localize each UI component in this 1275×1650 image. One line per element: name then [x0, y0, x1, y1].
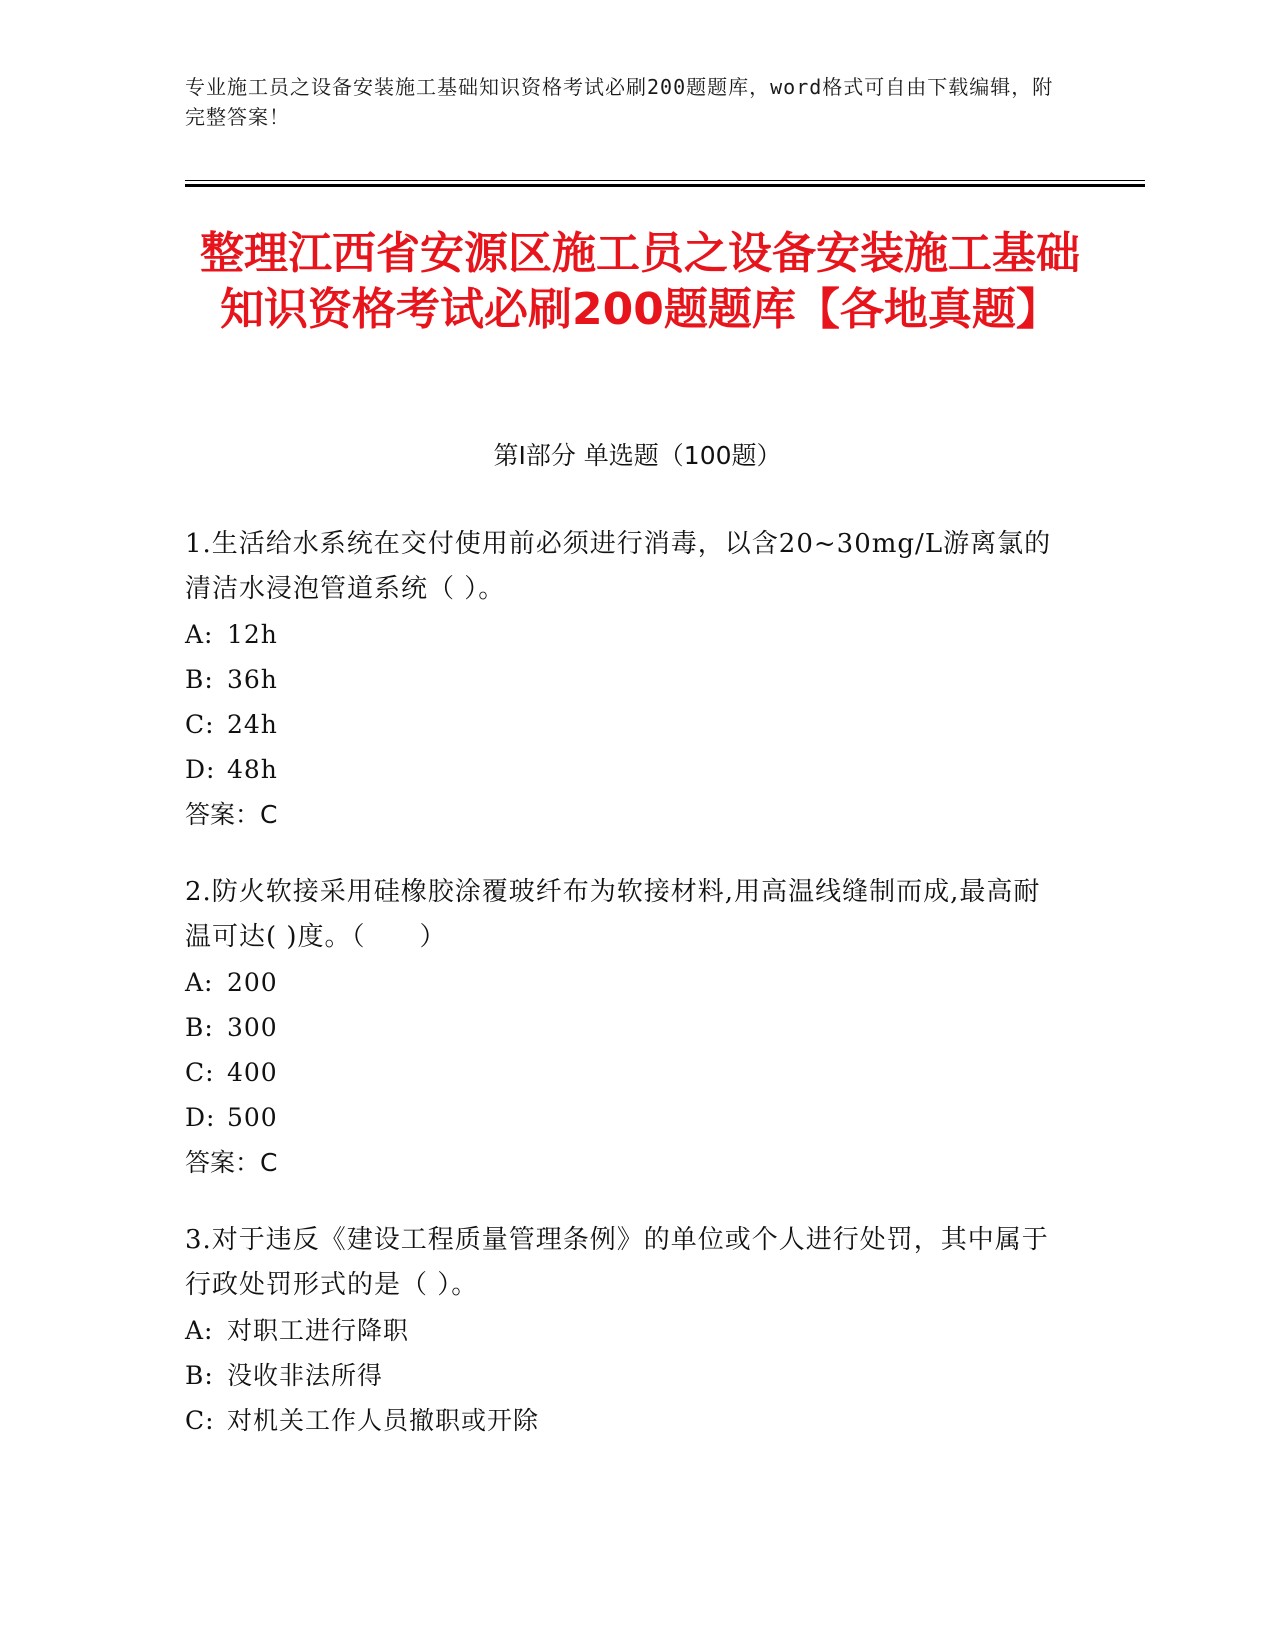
option-c — [185, 1398, 1065, 1443]
option-d — [185, 747, 1065, 792]
question-stem: 1.生活给水系统在交付使用前必须进行消毒，以含20~30mg/L游离氯的清洁水浸泡管道系统（ ）。 — [185, 529, 1052, 604]
option-key: B: — [185, 665, 214, 694]
option-b — [185, 1353, 1065, 1398]
option-d — [185, 1095, 1065, 1140]
option-c — [185, 702, 1065, 747]
option-key: B: — [185, 1361, 214, 1390]
option-key: A: — [185, 620, 214, 649]
option-key: D: — [185, 755, 216, 784]
header-note: 专业施工员之设备安装施工基础知识资格考试必刷200题题库，word格式可自由下载编辑，附完整答案！ — [185, 75, 1054, 129]
option-b — [185, 657, 1065, 702]
option-text: 12h — [227, 620, 278, 649]
option-a — [185, 612, 1065, 657]
option-key: C: — [185, 1058, 215, 1087]
option-text: 对机关工作人员撤职或开除 — [227, 1406, 540, 1435]
answer-line: 答案：C — [185, 1148, 278, 1177]
option-key: D: — [185, 1103, 216, 1132]
question-stem: 2.防火软接采用硅橡胶涂覆玻纤布为软接材料,用高温线缝制而成,最高耐温可达( )度。（ ） — [185, 877, 1041, 952]
option-text: 对职工进行降职 — [227, 1316, 410, 1345]
option-key: A: — [185, 1316, 214, 1345]
question-1 — [185, 522, 1065, 837]
question-stem: 3.对于违反《建设工程质量管理条例》的单位或个人进行处罚，其中属于行政处罚形式的是（ ）。 — [185, 1225, 1049, 1300]
question-3 — [185, 1218, 1065, 1443]
option-text: 200 — [227, 968, 278, 997]
option-b — [185, 1005, 1065, 1050]
option-key: C: — [185, 710, 215, 739]
header-divider-thick — [185, 184, 1145, 187]
option-key: A: — [185, 968, 214, 997]
option-text: 36h — [227, 665, 278, 694]
option-key: B: — [185, 1013, 214, 1042]
option-c — [185, 1050, 1065, 1095]
question-2 — [185, 870, 1065, 1185]
option-text: 300 — [227, 1013, 278, 1042]
header-divider-thin — [185, 180, 1145, 181]
section-heading: 第I部分 单选题（100题） — [493, 441, 782, 470]
option-text: 没收非法所得 — [227, 1361, 384, 1390]
answer-line: 答案：C — [185, 800, 278, 829]
option-text: 48h — [227, 755, 278, 784]
option-text: 500 — [227, 1103, 278, 1132]
option-key: C: — [185, 1406, 215, 1435]
option-a — [185, 1308, 1065, 1353]
document-title: 整理江西省安源区施工员之设备安装施工基础知识资格考试必刷200题题库【各地真题】 — [200, 228, 1080, 335]
option-a — [185, 960, 1065, 1005]
option-text: 400 — [227, 1058, 278, 1087]
option-text: 24h — [227, 710, 278, 739]
